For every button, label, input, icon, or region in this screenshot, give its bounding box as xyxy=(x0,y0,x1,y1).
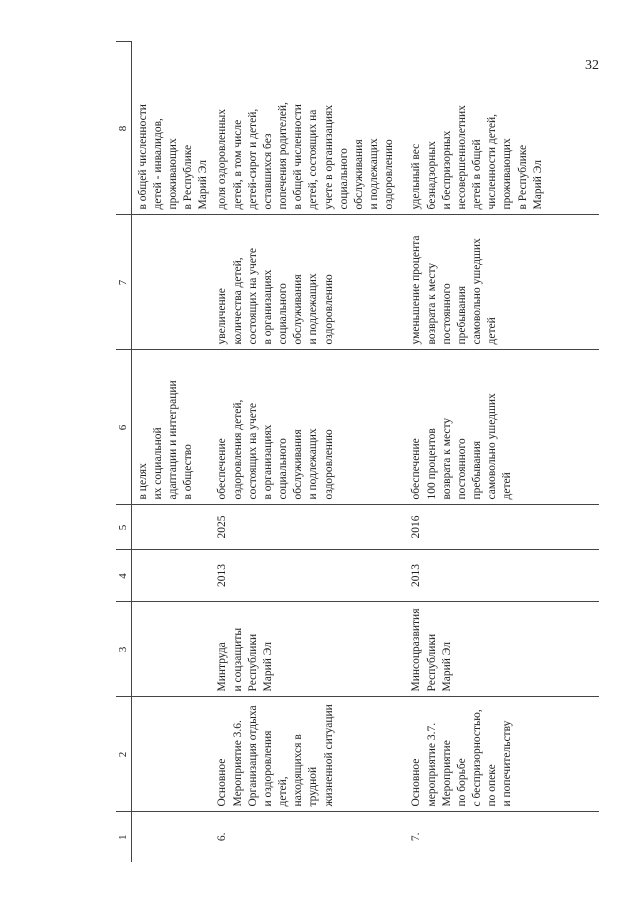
column-header: 3 xyxy=(116,602,131,697)
end-year: 2016 xyxy=(405,505,599,550)
start-year: 2013 xyxy=(211,550,405,602)
table-row xyxy=(211,42,405,862)
consequence: уменьшение процента возврата к месту постоянного пребывания самовольно ушедших детей xyxy=(405,215,599,350)
program-table xyxy=(116,42,599,863)
table-row xyxy=(131,42,211,862)
expected-result: обеспечение 100 процентов возврата к месту постоянного пребывания самовольно ушедших детей xyxy=(405,350,599,505)
expected-result: в целях их социальной адаптации и интеграции в общество xyxy=(131,350,211,505)
end-year: 2025 xyxy=(211,505,405,550)
executor xyxy=(131,602,211,697)
table-row xyxy=(405,42,599,862)
row-number: 7. xyxy=(410,832,423,842)
measure-name: Основное Мероприятие 3.6. Организация отдыха и оздоровления детей, находящихся в трудной жизненной ситуации xyxy=(211,697,405,812)
end-year xyxy=(131,505,211,550)
column-header: 6 xyxy=(116,350,131,505)
expected-result: обеспечение оздоровления детей, состоящих на учете в организациях социального обслуживания и подлежащих оздоровлению xyxy=(211,350,405,505)
start-year: 2013 xyxy=(405,550,599,602)
column-header: 5 xyxy=(116,505,131,550)
measure-name xyxy=(131,697,211,812)
row-number xyxy=(131,812,211,862)
column-header: 4 xyxy=(116,550,131,602)
column-header: 7 xyxy=(116,215,131,350)
rotated-table-container xyxy=(116,42,621,862)
consequence: увеличение количества детей, состоящих на учете в организациях социального обслуживания и подлежащих оздоровлению xyxy=(211,215,405,350)
column-header: 1 xyxy=(116,812,131,862)
start-year xyxy=(131,550,211,602)
row-number: 6. xyxy=(216,832,229,842)
indicator: удельный вес безнадзорных и беспризорных несовершеннолетних детей в общей численности детей, проживающих в Республике Марий Эл xyxy=(405,42,599,215)
executor: Минтруда и соцзащиты Республики Марий Эл xyxy=(211,602,405,697)
column-header: 2 xyxy=(116,697,131,812)
column-header: 8 xyxy=(116,42,131,215)
consequence xyxy=(131,215,211,350)
table-header-row xyxy=(116,42,131,862)
indicator: доля оздоровленных детей, в том числе детей-сирот и детей, оставшихся без попечения родителей, в общей численности детей, состоящих на учете в организациях социального обслуживания и подлежащих оздоровлению xyxy=(211,42,405,215)
page-number: 32 xyxy=(585,58,599,73)
executor: Минсоцразвития Республики Марий Эл xyxy=(405,602,599,697)
measure-name: Основное мероприятие 3.7. Мероприятие по борьбе с беспризорностью, по опеке и попечительству xyxy=(405,697,599,812)
indicator: в общей численности детей - инвалидов, проживающих в Республике Марий Эл xyxy=(131,42,211,215)
